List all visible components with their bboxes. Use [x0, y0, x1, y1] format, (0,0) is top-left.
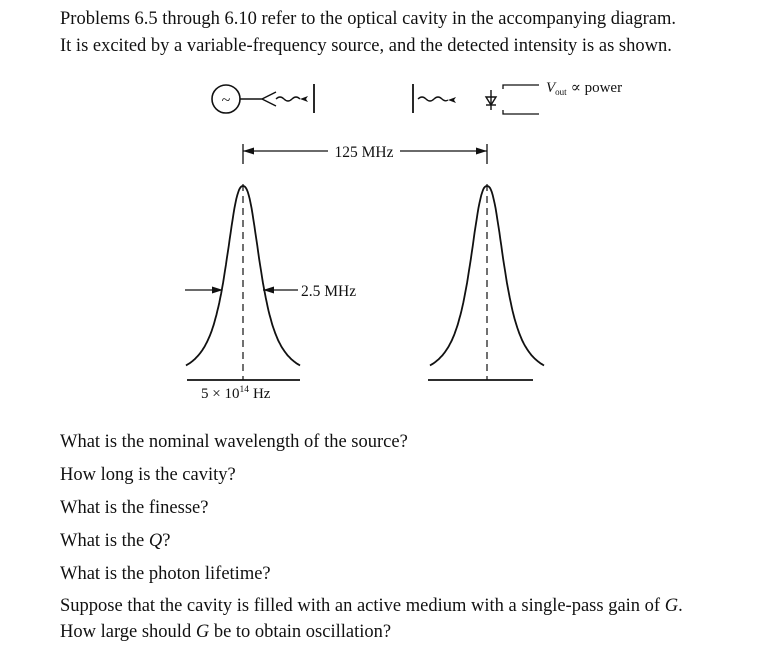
- problem-text: What is the nominal wavelength of the source?: [60, 432, 408, 452]
- width-label: 2.5 MHz: [301, 283, 357, 300]
- emission-arrow-icon: [240, 92, 308, 106]
- problem-text: What is the Q?: [60, 531, 171, 551]
- problem-text: What is the finesse?: [60, 498, 209, 518]
- source-icon: [212, 85, 240, 113]
- intro-line-2: It is excited by a variable-frequency source, and the detected intensity is as shown.: [60, 36, 672, 56]
- source-symbol: ~: [221, 92, 231, 109]
- width-dimension: [185, 283, 356, 300]
- intro-line-1: Problems 6.5 through 6.10 refer to the optical cavity in the accompanying diagram.: [60, 9, 676, 29]
- spacing-label: 125 MHz: [334, 144, 394, 161]
- vout-label: $V_{out}$ ∝ power: [546, 80, 623, 97]
- problem-text: What is the photon lifetime?: [60, 564, 271, 584]
- problem-text-line-2: How large should G be to obtain oscillation?: [60, 622, 392, 642]
- problem-text: How long is the cavity?: [60, 465, 236, 485]
- spacing-dimension: [243, 144, 487, 164]
- photodiode-icon: [486, 85, 539, 114]
- output-wave-icon: [418, 97, 456, 103]
- problem-text-line-1: Suppose that the cavity is filled with an active medium with a single-pass gain of G.: [60, 596, 683, 616]
- center-frequency-label: $5 \times 10^{14}$ Hz: [201, 385, 271, 402]
